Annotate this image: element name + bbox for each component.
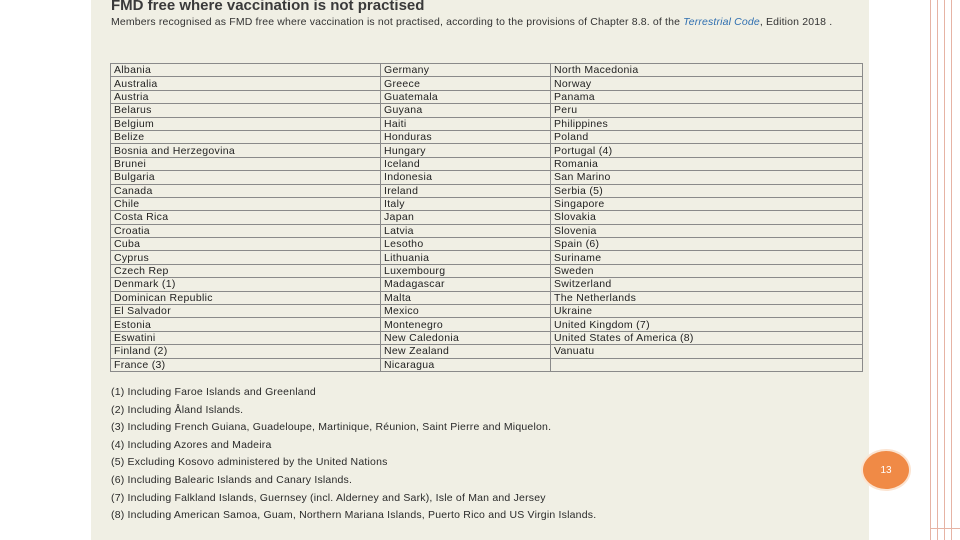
table-row — [111, 291, 863, 304]
table-cell: Serbia (5) — [551, 184, 863, 197]
table-cell: Sweden — [551, 264, 863, 277]
table-cell: Lesotho — [381, 238, 551, 251]
table-cell: Luxembourg — [381, 264, 551, 277]
table-cell: Dominican Republic — [111, 291, 381, 304]
terrestrial-code-link[interactable]: Terrestrial Code — [683, 16, 760, 28]
table-cell — [551, 358, 863, 371]
country-table-body — [111, 64, 863, 372]
table-cell: Czech Rep — [111, 264, 381, 277]
country-table — [110, 63, 863, 372]
table-cell: Slovenia — [551, 224, 863, 237]
table-cell: Costa Rica — [111, 211, 381, 224]
table-row — [111, 318, 863, 331]
table-row — [111, 184, 863, 197]
slide-border-line — [937, 0, 938, 540]
table-row — [111, 305, 863, 318]
footnote-item: (8) Including American Samoa, Guam, Northern Mariana Islands, Puerto Rico and US Virgin Islands. — [111, 509, 597, 522]
table-cell: Denmark (1) — [111, 278, 381, 291]
table-cell: Haiti — [381, 117, 551, 130]
page-title: FMD free where vaccination is not practised — [111, 0, 425, 14]
table-cell: Croatia — [111, 224, 381, 237]
table-row — [111, 64, 863, 77]
table-cell: Italy — [381, 197, 551, 210]
footnotes-list — [111, 384, 596, 525]
table-cell: Albania — [111, 64, 381, 77]
table-row — [111, 211, 863, 224]
table-cell: Spain (6) — [551, 238, 863, 251]
table-row — [111, 130, 863, 143]
subtitle-edition: , Edition 2018 . — [759, 16, 833, 28]
table-cell: Cyprus — [111, 251, 381, 264]
slide-border-line — [944, 0, 945, 540]
table-cell: Cuba — [111, 238, 381, 251]
table-cell: United States of America (8) — [551, 331, 863, 344]
table-cell: Mexico — [381, 305, 551, 318]
table-cell: Australia — [111, 77, 381, 90]
table-cell: Canada — [111, 184, 381, 197]
table-cell: Malta — [381, 291, 551, 304]
table-cell: Ireland — [381, 184, 551, 197]
table-cell: Philippines — [551, 117, 863, 130]
table-cell: Portugal (4) — [551, 144, 863, 157]
table-row — [111, 358, 863, 371]
table-cell: Hungary — [381, 144, 551, 157]
table-cell: Bosnia and Herzegovina — [111, 144, 381, 157]
table-cell: Lithuania — [381, 251, 551, 264]
table-cell: Montenegro — [381, 318, 551, 331]
table-cell: Belize — [111, 130, 381, 143]
table-cell: Guyana — [381, 104, 551, 117]
table-cell: Chile — [111, 197, 381, 210]
table-row — [111, 77, 863, 90]
table-cell: San Marino — [551, 171, 863, 184]
slide-border-line — [951, 0, 952, 540]
footnote-item: (7) Including Falkland Islands, Guernsey (incl. Alderney and Sark), Isle of Man and Jersey — [111, 491, 546, 504]
table-cell: Switzerland — [551, 278, 863, 291]
table-cell: Eswatini — [111, 331, 381, 344]
table-cell: Greece — [381, 77, 551, 90]
table-row — [111, 224, 863, 237]
table-cell: United Kingdom (7) — [551, 318, 863, 331]
footnote-item: (4) Including Azores and Madeira — [111, 438, 272, 451]
table-cell: Norway — [551, 77, 863, 90]
table-cell: The Netherlands — [551, 291, 863, 304]
table-cell: Panama — [551, 90, 863, 103]
slide-border-line — [930, 0, 931, 540]
table-row — [111, 278, 863, 291]
page-number-badge: 13 — [861, 449, 911, 491]
table-row — [111, 264, 863, 277]
table-cell: Romania — [551, 157, 863, 170]
table-cell: Singapore — [551, 197, 863, 210]
table-cell: Belarus — [111, 104, 381, 117]
table-row — [111, 238, 863, 251]
table-cell: Belgium — [111, 117, 381, 130]
table-cell: New Zealand — [381, 345, 551, 358]
table-cell: El Salvador — [111, 305, 381, 318]
table-row — [111, 144, 863, 157]
table-cell: Honduras — [381, 130, 551, 143]
table-cell: North Macedonia — [551, 64, 863, 77]
table-cell: Madagascar — [381, 278, 551, 291]
table-cell: Poland — [551, 130, 863, 143]
table-cell: Iceland — [381, 157, 551, 170]
table-cell: New Caledonia — [381, 331, 551, 344]
table-cell: Indonesia — [381, 171, 551, 184]
table-cell: Finland (2) — [111, 345, 381, 358]
table-row — [111, 251, 863, 264]
table-cell: Nicaragua — [381, 358, 551, 371]
footnote-item: (3) Including French Guiana, Guadeloupe, Martinique, Réunion, Saint Pierre and Miquelon. — [111, 421, 552, 434]
table-row — [111, 117, 863, 130]
footnote-item: (6) Including Balearic Islands and Canary Islands. — [111, 473, 353, 486]
table-row — [111, 157, 863, 170]
table-cell: Latvia — [381, 224, 551, 237]
table-cell: Japan — [381, 211, 551, 224]
table-cell: Guatemala — [381, 90, 551, 103]
slide-border-line — [930, 528, 960, 529]
table-cell: Germany — [381, 64, 551, 77]
table-cell: Ukraine — [551, 305, 863, 318]
footnote-item: (5) Excluding Kosovo administered by the United Nations — [111, 456, 388, 469]
table-cell: Suriname — [551, 251, 863, 264]
footnote-item: (1) Including Faroe Islands and Greenland — [111, 386, 316, 398]
table-cell: Estonia — [111, 318, 381, 331]
table-row — [111, 171, 863, 184]
subtitle-text: Members recognised as FMD free where vaccination is not practised, according to the provisions of Chapter 8.8. of the — [111, 16, 684, 28]
table-cell: Brunei — [111, 157, 381, 170]
footnote-item: (2) Including Åland Islands. — [111, 403, 244, 416]
table-row — [111, 345, 863, 358]
page-subtitle — [111, 16, 863, 28]
table-row — [111, 90, 863, 103]
table-row — [111, 331, 863, 344]
table-cell: Vanuatu — [551, 345, 863, 358]
table-cell: Peru — [551, 104, 863, 117]
table-row — [111, 104, 863, 117]
table-cell: France (3) — [111, 358, 381, 371]
table-cell: Bulgaria — [111, 171, 381, 184]
document-image — [91, 0, 869, 540]
table-cell: Austria — [111, 90, 381, 103]
table-row — [111, 197, 863, 210]
table-cell: Slovakia — [551, 211, 863, 224]
